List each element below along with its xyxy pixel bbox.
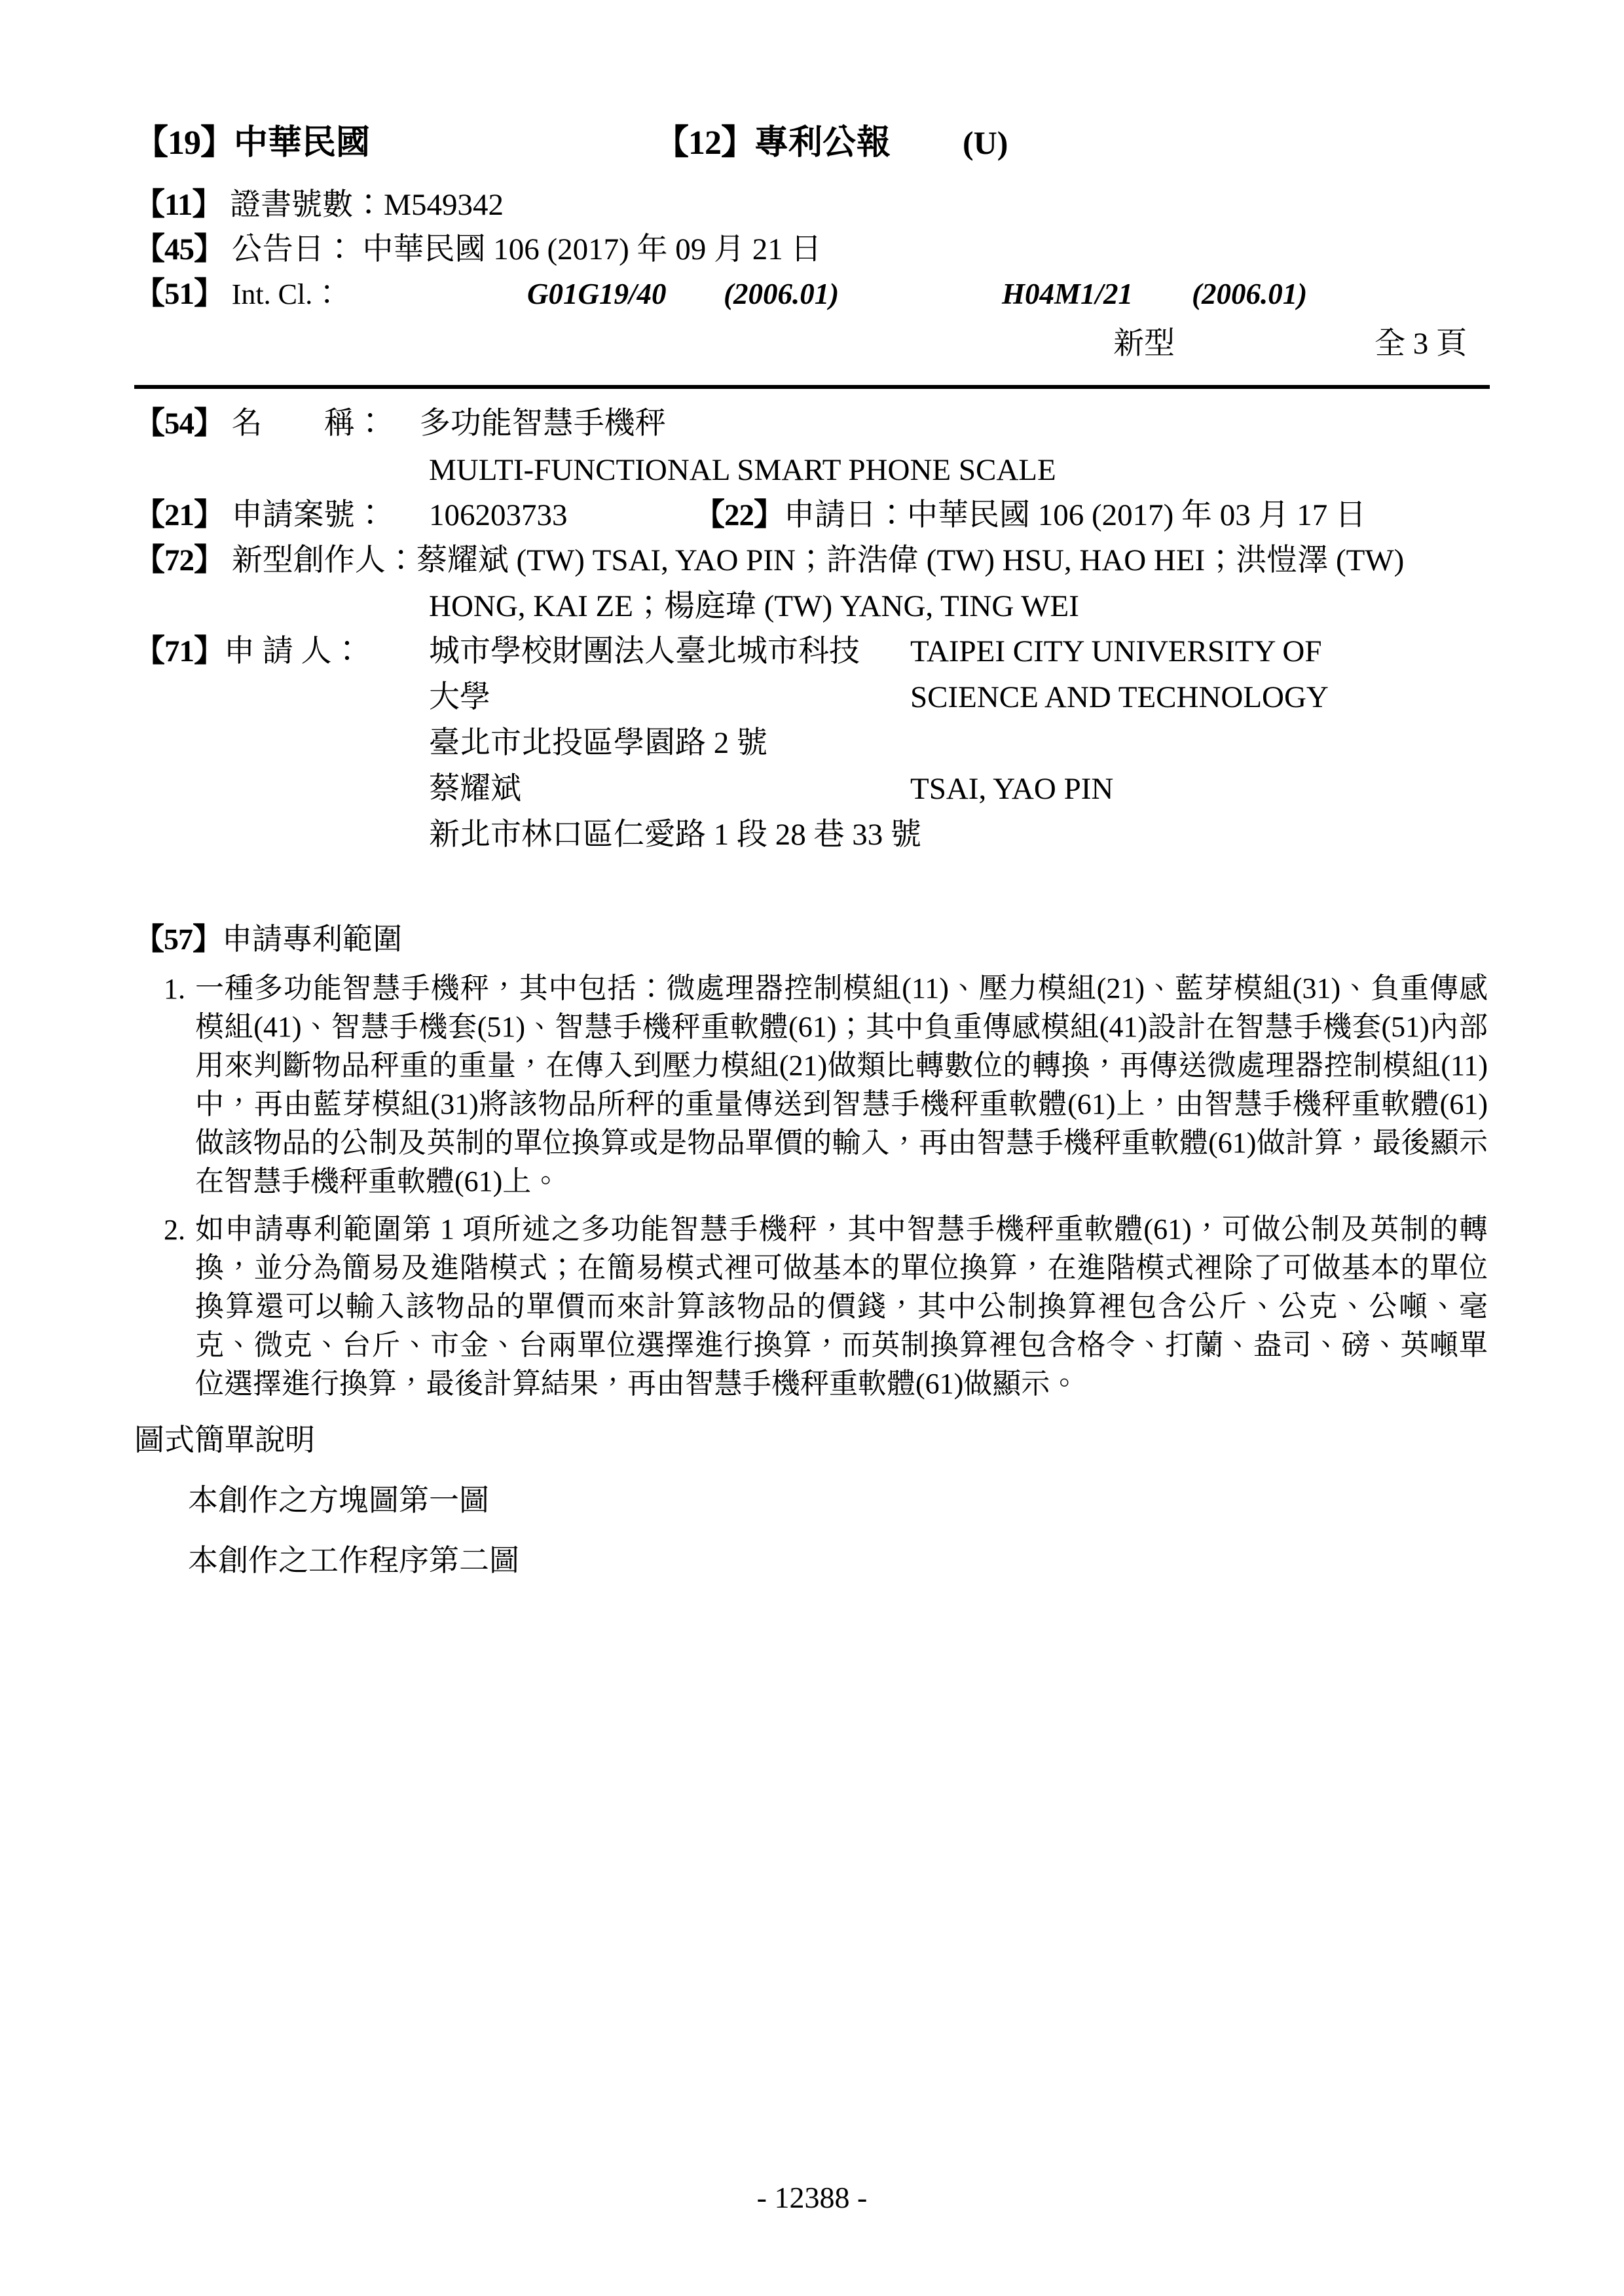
country-name: 中華民國	[234, 124, 371, 162]
applicant-en: TAIPEI CITY UNIVERSITY OF	[910, 634, 1322, 668]
claim-text: 一種多功能智慧手機秤，其中包括：微處理器控制模組(11)、壓力模組(21)、藍芽模組(31)、負重傳感模組(41)、智慧手機套(51)、智慧手機秤重軟體(61)；其中負重傳感模組(41)設計在智慧手機套(51)內部用來判斷物品秤重的重量，在傳入到壓力模組(21)做類比轉數位的轉換，再傳送微處理器控制模組(11)中，再由藍芽模組(31)將該物品所秤的重量傳送到智慧手機秤重軟體(61)上，由智慧手機秤重軟體(61)做該物品的公制及英制的單位換算或是物品單價的輸入，再由智慧手機秤重軟體(61)做計算，最後顯示在智慧手機秤重軟體(61)上。	[195, 972, 1488, 1197]
applicant-zh: 蔡耀斌	[429, 772, 521, 806]
application-number-label: 申請案號：	[231, 498, 386, 532]
int-cl-version-1: (2006.01)	[724, 278, 840, 310]
applicant-row	[134, 769, 1490, 815]
inid-51-tag: 【51】	[134, 277, 224, 311]
title-en-row	[429, 450, 1490, 490]
inventors-row-continued	[429, 587, 1490, 626]
applicant-row	[134, 815, 1490, 861]
int-cl-code-2: H04M1/21	[1002, 278, 1134, 310]
publication-date-value: 中華民國 106 (2017) 年 09 月 21 日	[362, 232, 822, 266]
inid-19-tag: 【19】	[134, 124, 234, 162]
patent-type: 新型	[1113, 327, 1175, 361]
int-cl-code-1: G01G19/40	[527, 278, 667, 310]
claim-item	[134, 969, 1488, 1201]
figure-description: 本創作之方塊圖第一圖	[188, 1484, 489, 1517]
certificate-number-value: M549342	[384, 188, 504, 222]
applicant-address-zh: 臺北市北投區學園路 2 號	[429, 726, 767, 760]
applicant-address-zh: 新北市林口區仁愛路 1 段 28 巷 33 號	[429, 818, 921, 852]
inventors-row	[134, 541, 1490, 580]
application-date-segment	[694, 496, 1366, 535]
inid-57-tag: 【57】	[134, 922, 222, 956]
title-en: MULTI-FUNCTIONAL SMART PHONE SCALE	[429, 453, 1056, 487]
inid-45-tag: 【45】	[134, 232, 224, 266]
application-date-label: 申請日：	[784, 498, 907, 532]
applicant-row	[134, 678, 1490, 723]
inid-54-tag: 【54】	[134, 407, 224, 441]
int-cl-row	[134, 274, 1490, 314]
applicant-zh: 大學	[429, 680, 490, 714]
application-row	[134, 496, 1490, 535]
applicant-en: SCIENCE AND TECHNOLOGY	[910, 680, 1329, 714]
masthead	[134, 115, 1490, 164]
horizontal-rule	[134, 385, 1490, 389]
inventors-label: 新型創作人：	[231, 543, 416, 577]
inid-21-tag: 【21】	[134, 498, 224, 532]
int-cl-label: Int. Cl.：	[231, 278, 342, 310]
applicant-zh: 城市學校財團法人臺北城市科技	[429, 634, 860, 668]
claim-text: 如申請專利範圍第 1 項所述之多功能智慧手機秤，其中智慧手機秤重軟體(61)，可做公制及英制的轉換，並分為簡易及進階模式；在簡易模式裡可做基本的單位換算，在進階模式裡除了可做基本的單位換算還可以輸入該物品的單價而來計算該物品的價錢，其中公制換算裡包含公斤、公克、公噸、毫克、微克、台斤、市金、台兩單位選擇進行換算，而英制換算裡包含格令、打蘭、盎司、磅、英噸單位選擇進行換算，最後計算結果，再由智慧手機秤重軟體(61)做顯示。	[195, 1213, 1488, 1400]
applicant-row	[134, 723, 1490, 769]
applicant-block	[134, 632, 1490, 861]
gazette-title: 專利公報	[754, 124, 891, 162]
int-cl-version-2: (2006.01)	[1192, 278, 1308, 310]
applicant-row	[134, 632, 1490, 678]
claim-number: 1.	[164, 973, 185, 1005]
certificate-number-row	[134, 185, 1490, 225]
applicant-label: 申 請 人：	[224, 634, 363, 668]
kind-code: (U)	[963, 124, 1008, 161]
certificate-number-label: 證書號數：	[230, 188, 384, 222]
gazette-segment	[655, 115, 1008, 164]
claim-item	[134, 1210, 1488, 1403]
applicant-en: TSAI, YAO PIN	[910, 772, 1114, 806]
inid-11-tag: 【11】	[134, 188, 223, 222]
application-date-value: 中華民國 106 (2017) 年 03 月 17 日	[907, 498, 1367, 532]
application-number-value: 106203733	[429, 498, 568, 532]
footer-page-number: - 12388 -	[756, 2181, 868, 2214]
inid-72-tag: 【72】	[134, 543, 224, 577]
title-row	[134, 404, 1490, 443]
figures-section-title: 圖式簡單說明	[134, 1423, 315, 1457]
inid-12-tag: 【12】	[655, 124, 755, 162]
inventors-line1: 蔡耀斌 (TW) TSAI, YAO PIN；許浩偉 (TW) HSU, HAO HEI；洪愷澤 (TW)	[416, 543, 1405, 577]
total-pages: 全 3 頁	[1375, 327, 1467, 361]
publication-date-label: 公告日：	[231, 232, 355, 266]
claims-section-title	[134, 919, 1488, 960]
claims-section	[134, 919, 1488, 1581]
figure-description: 本創作之工作程序第二圖	[188, 1544, 519, 1577]
inid-71-tag: 【71】	[134, 634, 224, 668]
inventors-line2: HONG, KAI ZE；楊庭瑋 (TW) YANG, TING WEI	[429, 589, 1079, 623]
title-label: 名 稱：	[231, 407, 386, 441]
publication-date-row	[134, 230, 1490, 269]
claims-title-text: 申請專利範圍	[222, 922, 403, 956]
inid-22-tag: 【22】	[694, 498, 784, 532]
title-zh: 多功能智慧手機秤	[419, 407, 666, 441]
applicant-label-cell	[134, 632, 429, 678]
claim-number: 2.	[164, 1214, 185, 1246]
